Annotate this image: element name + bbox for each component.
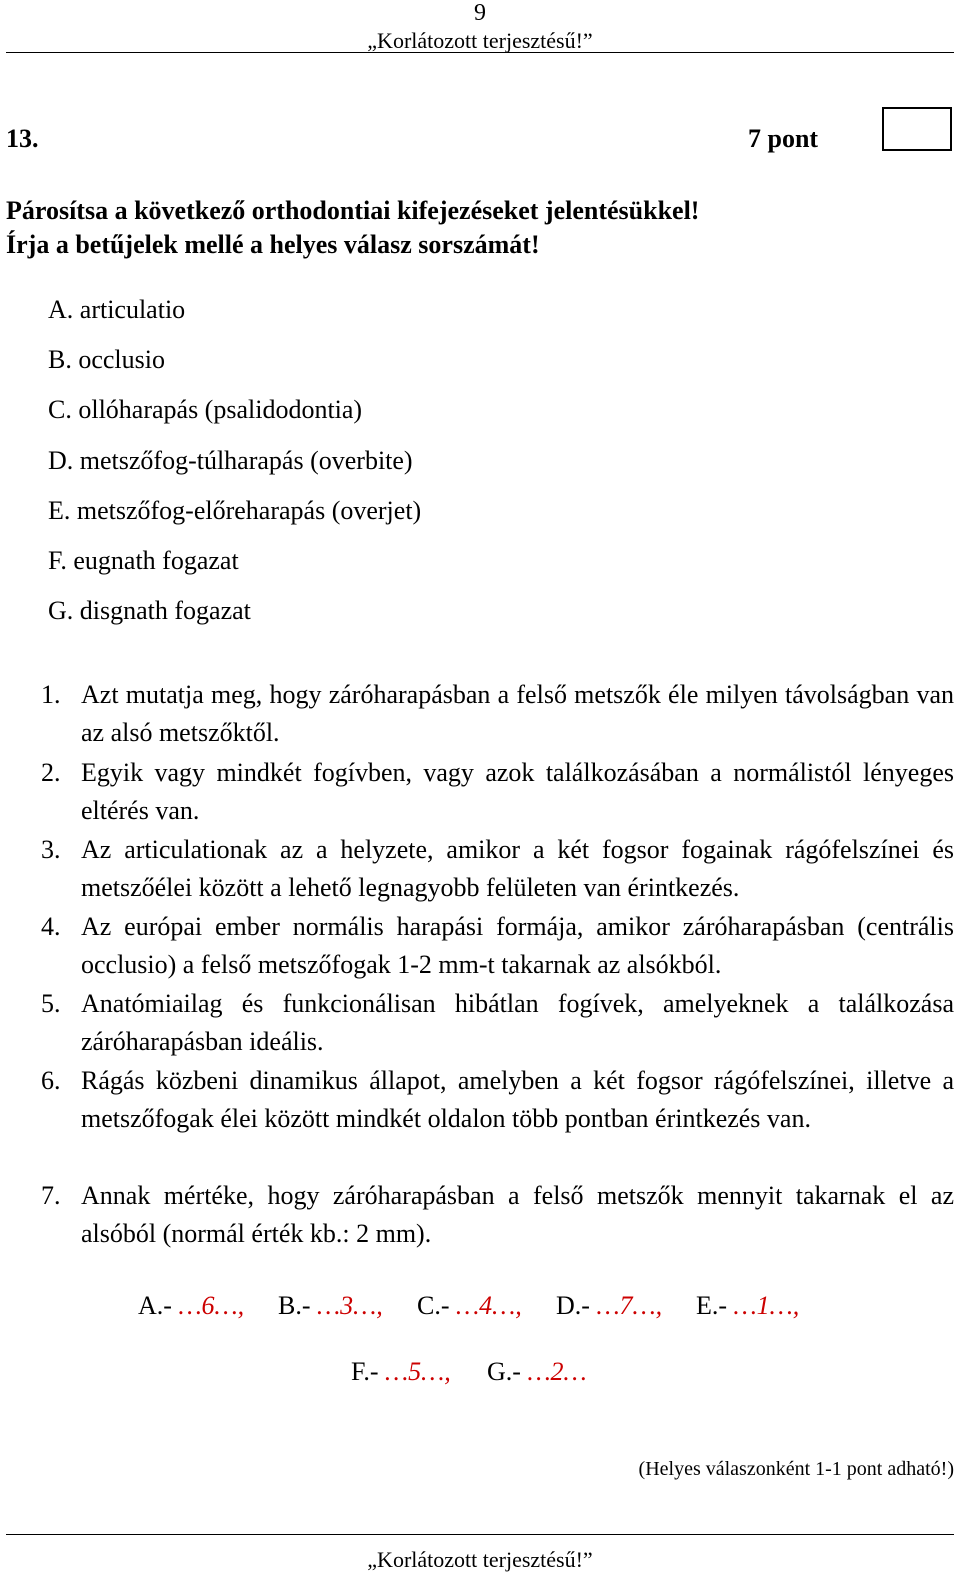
scoring-note: (Helyes válaszonként 1-1 pont adható!) — [638, 1458, 954, 1480]
term-d: D. metszőfog-túlharapás (overbite) — [48, 446, 413, 475]
definition-text: Az articulationak az a helyzete, amikor a két fogsor fogainak rágófelszínei és metszőélei között a lehető legnagyobb felületen van érintkezés. — [81, 835, 954, 902]
answer-b — [278, 1291, 383, 1321]
answer-value: …3…, — [317, 1291, 383, 1320]
instruction-line-1: Párosítsa a következő orthodontiai kifejezéseket jelentésükkel! — [6, 196, 700, 225]
instruction-line-2: Írja a betűjelek mellé a helyes válasz sorszámát! — [6, 230, 540, 259]
page-number: 9 — [474, 0, 486, 26]
footer-restriction: „Korlátozott terjesztésű!” — [367, 1547, 593, 1572]
definition-6 — [41, 1062, 954, 1138]
answer-value: …1…, — [733, 1291, 800, 1320]
answer-d — [556, 1291, 662, 1321]
definition-number: 7. — [41, 1181, 61, 1210]
definition-5 — [41, 985, 954, 1061]
score-box[interactable] — [882, 107, 952, 151]
definition-text: Az európai ember normális harapási formája, amikor záróharapásban (centrális occlusio) a felső metszőfogak 1-2 mm-t takarnak az alsókból. — [81, 912, 954, 979]
definition-number: 5. — [41, 989, 61, 1018]
answer-f — [351, 1357, 451, 1387]
definition-7 — [41, 1177, 954, 1253]
answer-e — [696, 1291, 799, 1321]
definition-number: 2. — [41, 758, 61, 787]
definition-number: 1. — [41, 680, 61, 709]
definition-text: Egyik vagy mindkét fogívben, vagy azok találkozásában a normálistól lényeges eltérés van. — [81, 758, 954, 825]
question-points: 7 pont — [748, 124, 819, 153]
definition-text: Azt mutatja meg, hogy záróharapásban a felső metszők éle milyen távolságban van az alsó metszőktől. — [81, 680, 954, 747]
answer-value: …2… — [527, 1357, 587, 1386]
definition-3 — [41, 831, 954, 907]
definition-number: 3. — [41, 835, 61, 864]
answer-a — [138, 1291, 244, 1321]
footer-rule — [6, 1534, 954, 1535]
answer-value: …6…, — [178, 1291, 245, 1320]
answer-label: B.- — [278, 1291, 317, 1320]
answer-value: …4…, — [456, 1291, 522, 1320]
definition-text: Anatómiailag és funkcionálisan hibátlan fogívek, amelyeknek a találkozása záróharapásban ideális. — [81, 989, 954, 1056]
term-g: G. disgnath fogazat — [48, 596, 251, 625]
answer-label: G.- — [487, 1357, 528, 1386]
term-c: C. ollóharapás (psalidodontia) — [48, 395, 363, 424]
definition-text: Rágás közbeni dinamikus állapot, amelyben a két fogsor rágófelszínei, illetve a metszőfogak élei között mindkét oldalon több pontban érintkezés van. — [81, 1066, 954, 1133]
definition-number: 4. — [41, 912, 61, 941]
question-number: 13. — [6, 124, 39, 153]
answer-c — [417, 1291, 522, 1321]
term-e: E. metszőfog-előreharapás (overjet) — [48, 496, 422, 525]
answer-label: F.- — [351, 1357, 386, 1386]
definition-4 — [41, 908, 954, 984]
answer-label: D.- — [556, 1291, 597, 1320]
definition-2 — [41, 754, 954, 830]
definition-text: Annak mértéke, hogy záróharapásban a felső metszők mennyit takarnak el az alsóból (normál érték kb.: 2 mm). — [81, 1181, 954, 1248]
answer-g — [487, 1357, 587, 1387]
answer-label: A.- — [138, 1291, 179, 1320]
answer-value: …7…, — [596, 1291, 663, 1320]
header-restriction: „Korlátozott terjesztésű!” — [367, 28, 593, 53]
definition-1 — [41, 676, 954, 752]
header-rule — [6, 52, 954, 53]
answer-label: C.- — [417, 1291, 456, 1320]
term-a: A. articulatio — [48, 295, 186, 324]
answer-label: E.- — [696, 1291, 734, 1320]
term-f: F. eugnath fogazat — [48, 546, 239, 575]
definition-number: 6. — [41, 1066, 61, 1095]
term-b: B. occlusio — [48, 345, 165, 374]
answer-value: …5…, — [385, 1357, 451, 1386]
